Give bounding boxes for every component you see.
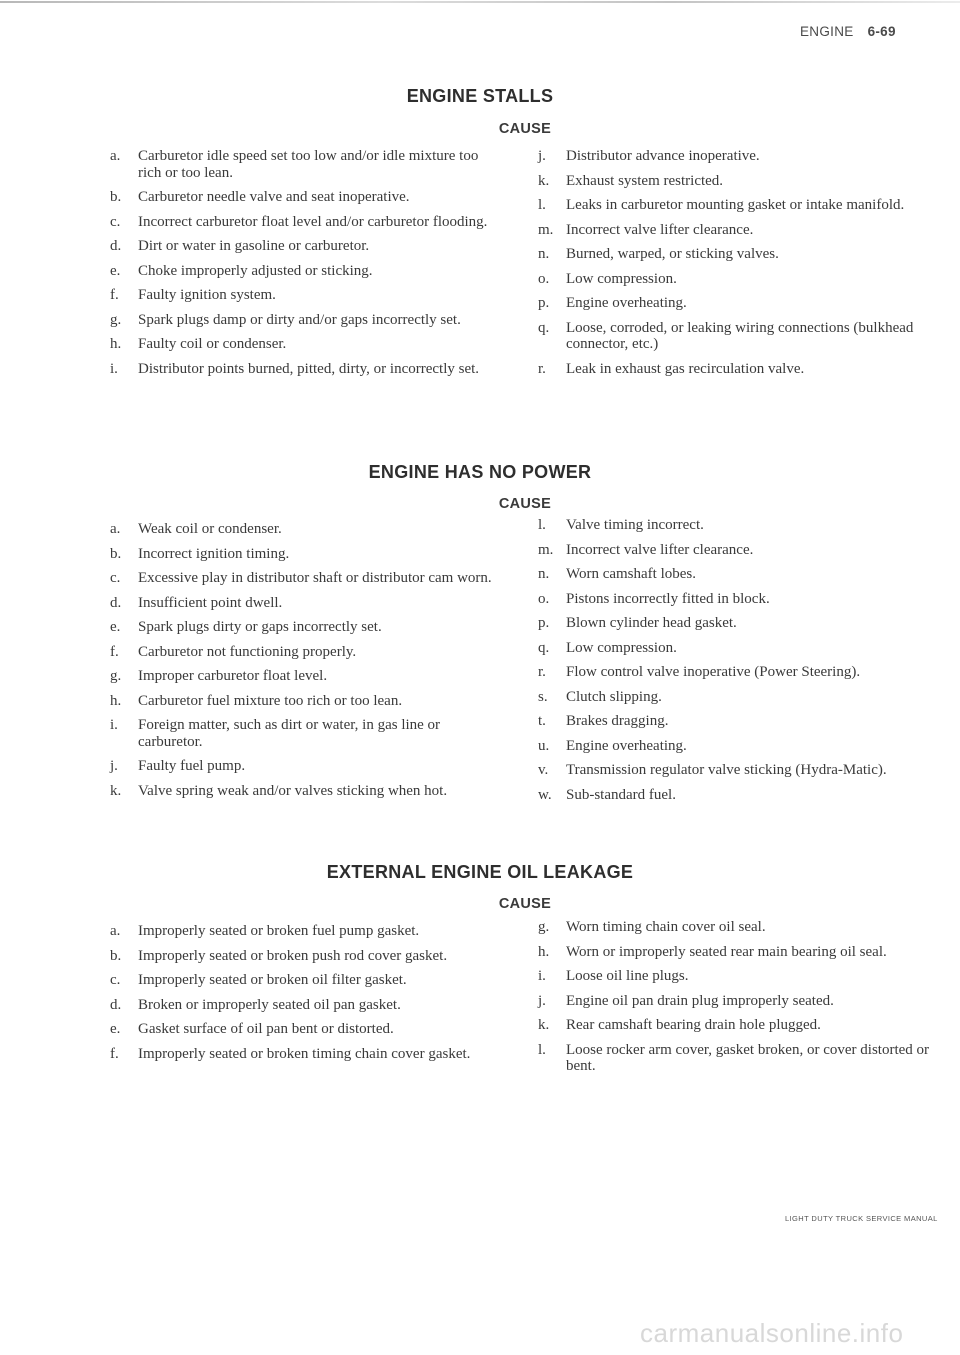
- section-name: ENGINE: [800, 24, 854, 39]
- item-text: Spark plugs dirty or gaps incorrectly set.: [138, 619, 382, 635]
- cause-item: [110, 595, 505, 612]
- item-text: Dirt or water in gasoline or carburetor.: [138, 238, 370, 254]
- cause-item: [538, 320, 943, 353]
- cause-list-right: [538, 517, 943, 811]
- item-letter: o.: [538, 270, 550, 287]
- cause-list-right: [538, 148, 943, 385]
- cause-item: [110, 923, 505, 940]
- cause-item: [110, 1046, 505, 1063]
- cause-item: [110, 521, 505, 538]
- item-text: Carburetor needle valve and seat inoperative.: [138, 189, 410, 205]
- item-letter: b.: [110, 189, 122, 205]
- item-text: Burned, warped, or sticking valves.: [566, 246, 779, 262]
- item-letter: e.: [110, 1021, 121, 1037]
- item-letter: v.: [538, 762, 549, 778]
- item-text: Weak coil or condenser.: [138, 521, 282, 537]
- item-letter: i.: [110, 360, 118, 377]
- item-letter: n.: [538, 246, 550, 262]
- cause-item: [110, 263, 505, 280]
- item-letter: a.: [110, 923, 121, 939]
- cause-item: [110, 1021, 505, 1038]
- item-letter: l.: [538, 1041, 546, 1058]
- item-text: Worn camshaft lobes.: [566, 566, 697, 582]
- item-letter: j.: [538, 148, 546, 164]
- section-title: ENGINE HAS NO POWER: [368, 462, 592, 482]
- cause-item: [110, 997, 505, 1014]
- item-letter: h.: [538, 943, 550, 960]
- item-letter: d.: [110, 238, 122, 254]
- cause-item: [538, 542, 943, 559]
- item-text: Engine overheating.: [566, 737, 687, 754]
- item-letter: k.: [538, 172, 550, 189]
- item-letter: c.: [110, 972, 121, 988]
- cause-item: [110, 238, 505, 255]
- cause-item: [538, 762, 943, 779]
- item-letter: l.: [538, 517, 546, 533]
- item-text: Rear camshaft bearing drain hole plugged.: [566, 1017, 821, 1033]
- item-letter: q.: [538, 639, 550, 656]
- item-text: Distributor points burned, pitted, dirty, or incorrectly set.: [138, 360, 480, 377]
- item-text: Pistons incorrectly fitted in block.: [566, 590, 770, 607]
- item-text: Valve timing incorrect.: [566, 517, 704, 533]
- item-letter: j.: [110, 758, 118, 774]
- item-text: Worn or improperly seated rear main bearing oil seal.: [566, 943, 887, 960]
- cause-item: [110, 783, 505, 800]
- cause-item: [538, 919, 943, 936]
- item-text: Exhaust system restricted.: [566, 172, 724, 189]
- watermark: carmanualsonline.info: [640, 1318, 904, 1348]
- item-text: Loose, corroded, or leaking wiring connections (bulkhead connector, etc.): [566, 319, 914, 352]
- item-text: Engine overheating.: [566, 295, 687, 311]
- item-text: Leaks in carburetor mounting gasket or intake manifold.: [566, 197, 905, 213]
- cause-item: [110, 336, 505, 353]
- item-letter: a.: [110, 148, 121, 164]
- cause-item: [538, 148, 943, 165]
- cause-item: [538, 566, 943, 583]
- item-letter: d.: [110, 996, 122, 1013]
- item-text: Blown cylinder head gasket.: [566, 615, 737, 631]
- cause-item: [538, 173, 943, 190]
- section-title: EXTERNAL ENGINE OIL LEAKAGE: [326, 862, 634, 882]
- item-letter: e.: [110, 262, 121, 279]
- item-letter: m.: [538, 541, 554, 558]
- item-text: Insufficient point dwell.: [138, 594, 283, 611]
- cause-item: [110, 546, 505, 563]
- item-text: Improperly seated or broken timing chain cover gasket.: [138, 1045, 471, 1062]
- cause-item: [538, 993, 943, 1010]
- footer-text: LIGHT DUTY TRUCK SERVICE MANUAL: [785, 1214, 938, 1223]
- item-text: Distributor advance inoperative.: [566, 148, 760, 164]
- cause-item: [110, 148, 505, 181]
- item-letter: i.: [110, 717, 118, 733]
- item-text: Carburetor fuel mixture too rich or too lean.: [138, 692, 403, 709]
- cause-item: [110, 758, 505, 775]
- item-text: Clutch slipping.: [566, 688, 662, 705]
- item-text: Faulty fuel pump.: [138, 758, 246, 774]
- item-letter: s.: [538, 688, 548, 705]
- item-letter: j.: [538, 992, 546, 1009]
- cause-item: [538, 197, 943, 214]
- item-letter: p.: [538, 295, 550, 311]
- cause-item: [538, 615, 943, 632]
- item-letter: g.: [538, 919, 550, 935]
- item-text: Broken or improperly seated oil pan gasket.: [138, 996, 401, 1013]
- item-text: Low compression.: [566, 639, 677, 656]
- item-letter: r.: [538, 360, 546, 377]
- item-letter: i.: [538, 968, 546, 984]
- item-letter: f.: [110, 1045, 119, 1062]
- cause-item: [538, 944, 943, 961]
- cause-item: [110, 619, 505, 636]
- item-text: Flow control valve inoperative (Power Steering).: [566, 664, 861, 680]
- cause-item: [110, 668, 505, 685]
- item-letter: f.: [110, 287, 119, 303]
- item-text: Carburetor not functioning properly.: [138, 643, 357, 660]
- item-letter: p.: [538, 615, 550, 631]
- item-letter: e.: [110, 619, 121, 635]
- item-letter: h.: [110, 336, 122, 352]
- item-text: Choke improperly adjusted or sticking.: [138, 262, 373, 279]
- item-letter: b.: [110, 545, 122, 562]
- item-letter: c.: [110, 213, 121, 230]
- cause-list-left: [110, 148, 505, 385]
- item-letter: q.: [538, 319, 550, 336]
- item-letter: n.: [538, 566, 550, 582]
- item-text: Faulty coil or condenser.: [138, 336, 287, 352]
- cause-heading: CAUSE: [498, 496, 552, 512]
- item-letter: f.: [110, 643, 119, 660]
- cause-item: [538, 664, 943, 681]
- page-header: [800, 24, 896, 39]
- item-text: Loose oil line plugs.: [566, 968, 689, 984]
- item-letter: w.: [538, 786, 552, 803]
- page-number: 6-69: [867, 24, 896, 39]
- cause-item: [110, 189, 505, 206]
- cause-item: [110, 570, 505, 587]
- item-letter: t.: [538, 713, 546, 729]
- cause-item: [538, 295, 943, 312]
- item-text: Transmission regulator valve sticking (Hydra-Matic).: [566, 762, 887, 778]
- item-text: Leak in exhaust gas recirculation valve.: [566, 360, 805, 377]
- item-text: Excessive play in distributor shaft or distributor cam worn.: [138, 570, 492, 586]
- cause-item: [110, 361, 505, 378]
- item-text: Engine oil pan drain plug improperly seated.: [566, 992, 834, 1009]
- item-text: Improper carburetor float level.: [138, 668, 328, 684]
- cause-item: [538, 222, 943, 239]
- item-text: Incorrect carburetor float level and/or carburetor flooding.: [138, 213, 488, 230]
- item-text: Foreign matter, such as dirt or water, in gas line or carburetor.: [138, 717, 441, 750]
- cause-list-left: [110, 923, 505, 1070]
- item-text: Low compression.: [566, 270, 677, 287]
- item-text: Faulty ignition system.: [138, 287, 276, 303]
- item-text: Improperly seated or broken oil filter gasket.: [138, 972, 407, 988]
- cause-item: [538, 271, 943, 288]
- cause-item: [110, 948, 505, 965]
- item-text: Carburetor idle speed set too low and/or idle mixture too rich or too lean.: [138, 148, 479, 181]
- item-letter: c.: [110, 570, 121, 586]
- item-text: Spark plugs damp or dirty and/or gaps incorrectly set.: [138, 311, 461, 328]
- item-letter: g.: [110, 311, 122, 328]
- cause-item: [538, 640, 943, 657]
- item-letter: k.: [538, 1017, 550, 1033]
- top-rule: [0, 1, 960, 3]
- item-text: Improperly seated or broken push rod cover gasket.: [138, 947, 448, 964]
- cause-item: [538, 787, 943, 804]
- item-letter: b.: [110, 947, 122, 964]
- cause-item: [538, 591, 943, 608]
- cause-item: [538, 1042, 943, 1075]
- cause-item: [110, 972, 505, 989]
- item-text: Incorrect valve lifter clearance.: [566, 541, 754, 558]
- item-letter: h.: [110, 692, 122, 709]
- cause-item: [110, 717, 505, 750]
- cause-item: [538, 1017, 943, 1034]
- item-letter: g.: [110, 668, 122, 684]
- item-text: Gasket surface of oil pan bent or distorted.: [138, 1021, 394, 1037]
- item-letter: k.: [110, 782, 122, 799]
- cause-item: [538, 713, 943, 730]
- cause-item: [538, 689, 943, 706]
- item-letter: u.: [538, 737, 550, 754]
- cause-item: [538, 517, 943, 534]
- cause-item: [538, 361, 943, 378]
- cause-item: [110, 312, 505, 329]
- cause-item: [538, 968, 943, 985]
- item-text: Loose rocker arm cover, gasket broken, or cover distorted or bent.: [566, 1041, 930, 1074]
- item-letter: a.: [110, 521, 121, 537]
- item-text: Incorrect valve lifter clearance.: [566, 221, 754, 238]
- item-letter: o.: [538, 590, 550, 607]
- cause-item: [110, 214, 505, 231]
- cause-item: [538, 246, 943, 263]
- item-letter: r.: [538, 664, 546, 680]
- cause-item: [538, 738, 943, 755]
- item-text: Worn timing chain cover oil seal.: [566, 919, 766, 935]
- cause-item: [110, 644, 505, 661]
- item-text: Brakes dragging.: [566, 713, 669, 729]
- item-text: Sub-standard fuel.: [566, 786, 676, 803]
- item-letter: d.: [110, 594, 122, 611]
- cause-item: [110, 287, 505, 304]
- item-letter: l.: [538, 197, 546, 213]
- item-letter: m.: [538, 221, 554, 238]
- section-title: ENGINE STALLS: [406, 86, 554, 106]
- item-text: Improperly seated or broken fuel pump gasket.: [138, 923, 420, 939]
- cause-heading: CAUSE: [498, 121, 552, 137]
- cause-heading: CAUSE: [498, 896, 552, 912]
- item-text: Valve spring weak and/or valves sticking when hot.: [138, 782, 448, 799]
- cause-list-left: [110, 521, 505, 807]
- cause-list-right: [538, 919, 943, 1083]
- cause-item: [110, 693, 505, 710]
- item-text: Incorrect ignition timing.: [138, 545, 290, 562]
